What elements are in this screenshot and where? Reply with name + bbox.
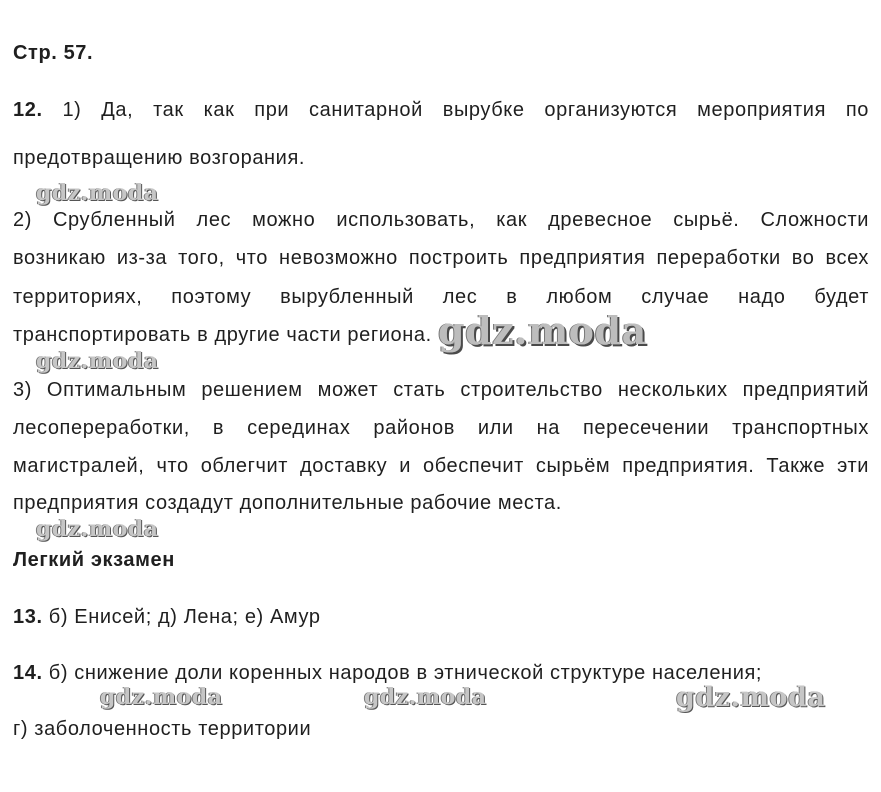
- q12-p2-line-4: транспортировать в другие части региона.: [13, 324, 432, 346]
- q14-answer-1: б) снижение доли коренных народов в этнической структуре населения;: [48, 662, 763, 684]
- q13-answer: б) Енисей; д) Лена; е) Амур: [48, 606, 321, 628]
- page-label: Стр. 57.: [13, 42, 94, 64]
- q14-line-2: г) заболоченность территории: [13, 718, 312, 740]
- q14-number: 14.: [13, 662, 43, 684]
- q12-p2-line-1: 2) Срубленный лес можно использовать, как древесное сырьё. Сложности: [13, 209, 869, 231]
- q12-p3-line-3: магистралей, что облегчит доставку и обеспечит сырьём предприятия. Также эти: [13, 455, 869, 477]
- q12-number: 12.: [13, 99, 43, 121]
- watermark: gdz.moda: [364, 684, 487, 710]
- watermark: gdz.moda: [676, 682, 826, 713]
- watermark: gdz.moda: [100, 684, 223, 710]
- watermark: gdz.moda: [438, 308, 647, 353]
- watermark: gdz.moda: [36, 180, 159, 206]
- q12-p3-line-1: 3) Оптимальным решением может стать строительство нескольких предприятий: [13, 379, 869, 401]
- watermark: gdz.moda: [36, 516, 159, 542]
- q12-line-1: [13, 98, 869, 122]
- q12-answer-1: 1) Да, так как при санитарной вырубке организуются мероприятия по: [62, 99, 869, 121]
- watermark: gdz.moda: [36, 348, 159, 374]
- section-title: Легкий экзамен: [13, 549, 175, 571]
- q12-p2-line-2: возникаю из-за того, что невозможно построить предприятия переработки во всех: [13, 247, 869, 269]
- q12-p3-line-2: лесопереработки, в серединах районов или на пересечении транспортных: [13, 417, 869, 439]
- q12-line-2: предотвращению возгорания.: [13, 147, 306, 169]
- q12-p3-line-4: предприятия создадут дополнительные рабочие места.: [13, 492, 562, 514]
- q13-line: [13, 605, 869, 629]
- q13-number: 13.: [13, 606, 43, 628]
- q12-p2-line-3: территориях, поэтому вырубленный лес в любом случае надо будет: [13, 286, 869, 308]
